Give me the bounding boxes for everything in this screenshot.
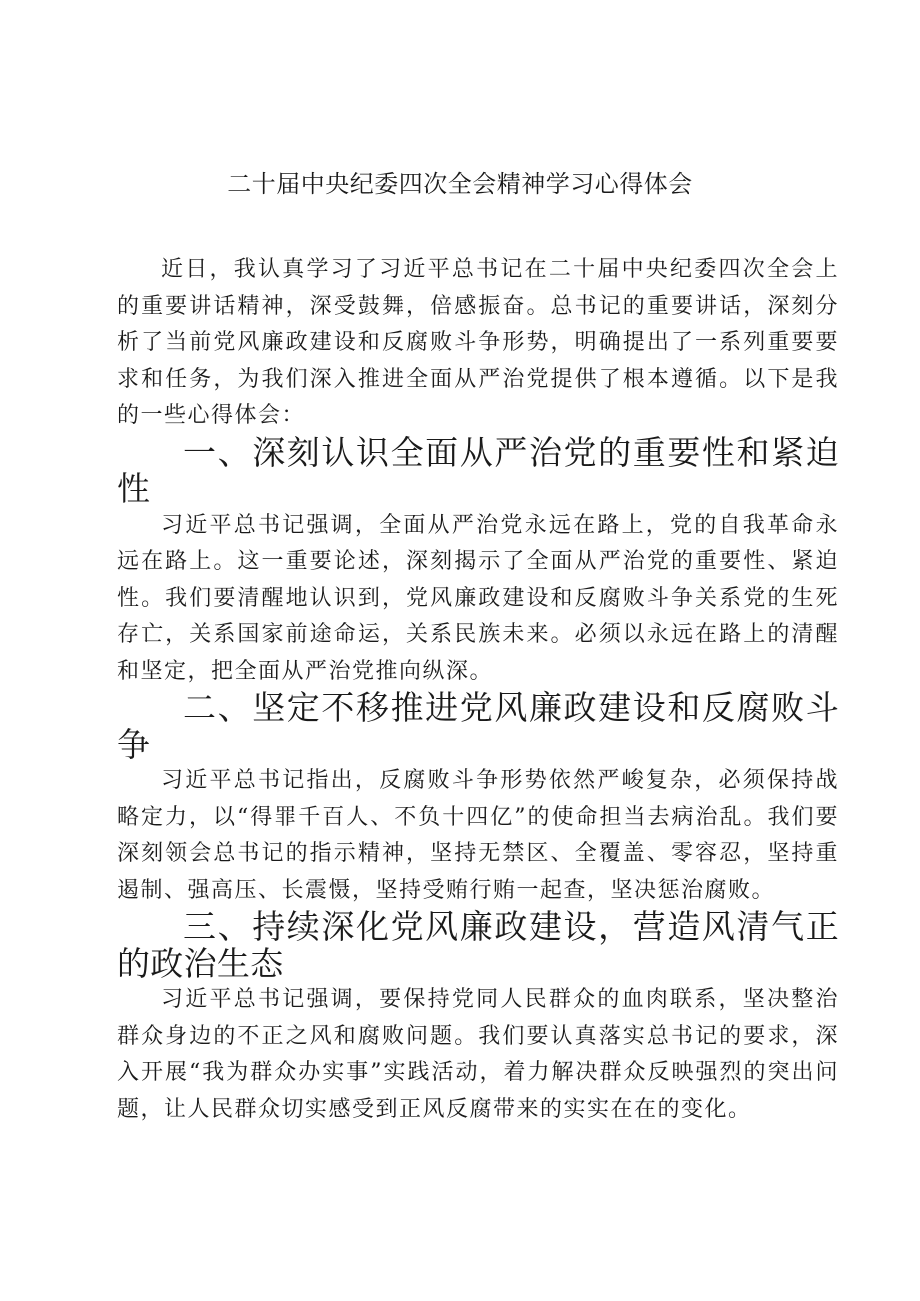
intro-paragraph: 近日，我认真学习了习近平总书记在二十届中央纪委四次全会上的重要讲话精神，深受鼓舞，倍感振奋。总书记的重要讲话，深刻分析了当前党风廉政建设和反腐败斗争形势，明确提出了一系列重要要求和任务，为我们深入推进全面从严治党提供了根本遵循。以下是我的一些心得体会： <box>117 257 839 428</box>
section-heading-1: 一、深刻认识全面从严治党的重要性和紧迫性 <box>117 432 839 508</box>
section-paragraph-1: 习近平总书记强调，全面从严治党永远在路上，党的自我革命永远在路上。这一重要论述，深刻揭示了全面从严治党的重要性、紧迫性。我们要清醒地认识到，党风廉政建设和反腐败斗争关系党的生死存亡，关系国家前途命运，关系民族未来。必须以永远在路上的清醒和坚定，把全面从严治党推向纵深。 <box>117 512 839 684</box>
section-heading-3: 三、持续深化党风廉政建设，营造风清气正的政治生态 <box>117 907 839 983</box>
section-paragraph-3: 习近平总书记强调，要保持党同人民群众的血肉联系，坚决整治群众身边的不正之风和腐败问题。我们要认真落实总书记的要求，深入开展“我为群众办实事”实践活动，着力解决群众反映强烈的突出问题，让人民群众切实感受到正风反腐带来的实实在在的变化。 <box>117 987 839 1122</box>
document-title: 二十届中央纪委四次全会精神学习心得体会 <box>227 170 693 198</box>
section-heading-2: 二、坚定不移推进党风廉政建设和反腐败斗争 <box>117 688 839 764</box>
document-body <box>117 252 839 1128</box>
section-paragraph-2: 习近平总书记指出，反腐败斗争形势依然严峻复杂，必须保持战略定力，以“得罪千百人、不负十四亿”的使命担当去病治乱。我们要深刻领会总书记的指示精神，坚持无禁区、全覆盖、零容忍，坚持重遏制、强高压、长震慑，坚持受贿行贿一起查，坚决惩治腐败。 <box>117 768 839 903</box>
